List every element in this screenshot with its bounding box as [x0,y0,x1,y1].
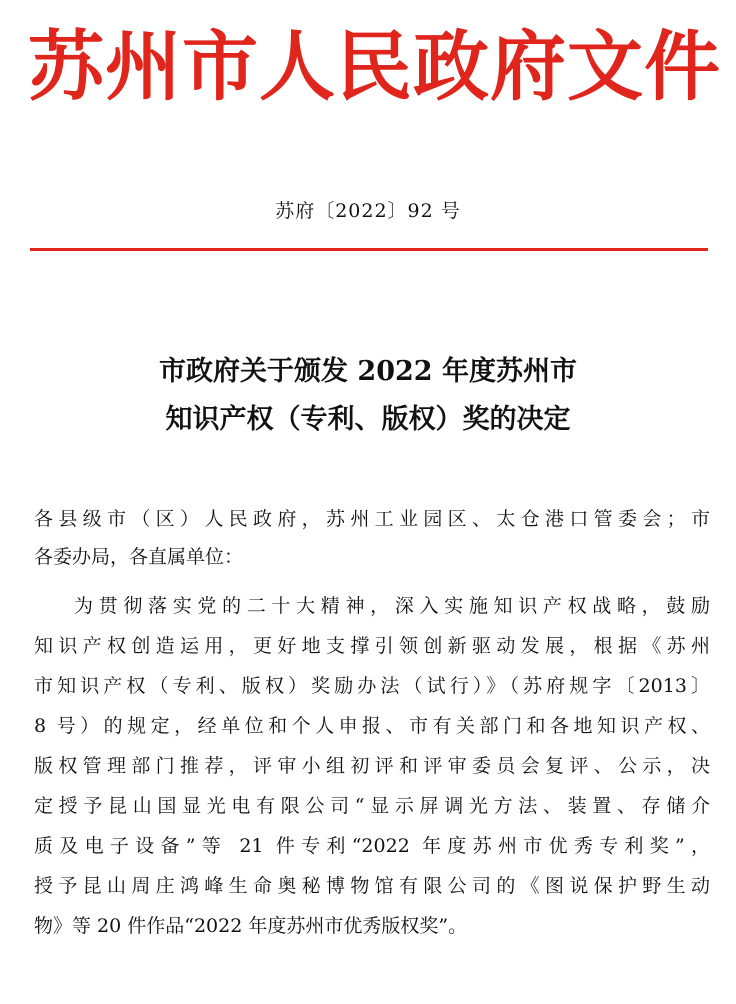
body-line-8: 授予昆山周庄鸿峰生命奥秘博物馆有限公司的《图说保护野生动 [34,875,710,897]
body-paragraph [34,586,710,946]
body-line-1: 为贯彻落实党的二十大精神，深入实施知识产权战略，鼓励 [74,595,710,617]
document-number: 苏府〔2022〕92 号 [275,200,461,222]
document-title [0,348,736,444]
addressee-block [34,500,710,576]
body-line-6: 定授予昆山国显光电有限公司“显示屏调光方法、装置、存储介 [34,795,710,817]
title-line-2: 知识产权（专利、版权）奖的决定 [165,404,571,435]
body-line-9: 物》等 20 件作品“2022 年度苏州市优秀版权奖”。 [34,915,468,937]
body-line-2: 知识产权创造运用，更好地支撑引领创新驱动发展，根据《苏州 [34,635,710,657]
body-line-4: 8 号）的规定，经单位和个人申报、市有关部门和各地知识产权、 [34,715,710,737]
body-line-5: 版权管理部门推荐，评审小组初评和评审委员会复评、公示，决 [34,755,710,777]
body-line-3: 市知识产权（专利、版权）奖励办法（试行）》（苏府规字〔2013〕 [34,675,710,697]
addressee-line-1: 各县级市（区）人民政府，苏州工业园区、太仓港口管委会；市 [34,508,710,530]
red-divider-line [30,248,708,251]
addressee-line-2: 各委办局，各直属单位： [34,546,244,568]
body-line-7: 质及电子设备”等 21 件专利“2022 年度苏州市优秀专利奖”， [34,835,710,857]
masthead-title: 苏州市人民政府文件 [28,22,721,111]
title-line-1: 市政府关于颁发 2022 年度苏州市 [159,356,577,387]
